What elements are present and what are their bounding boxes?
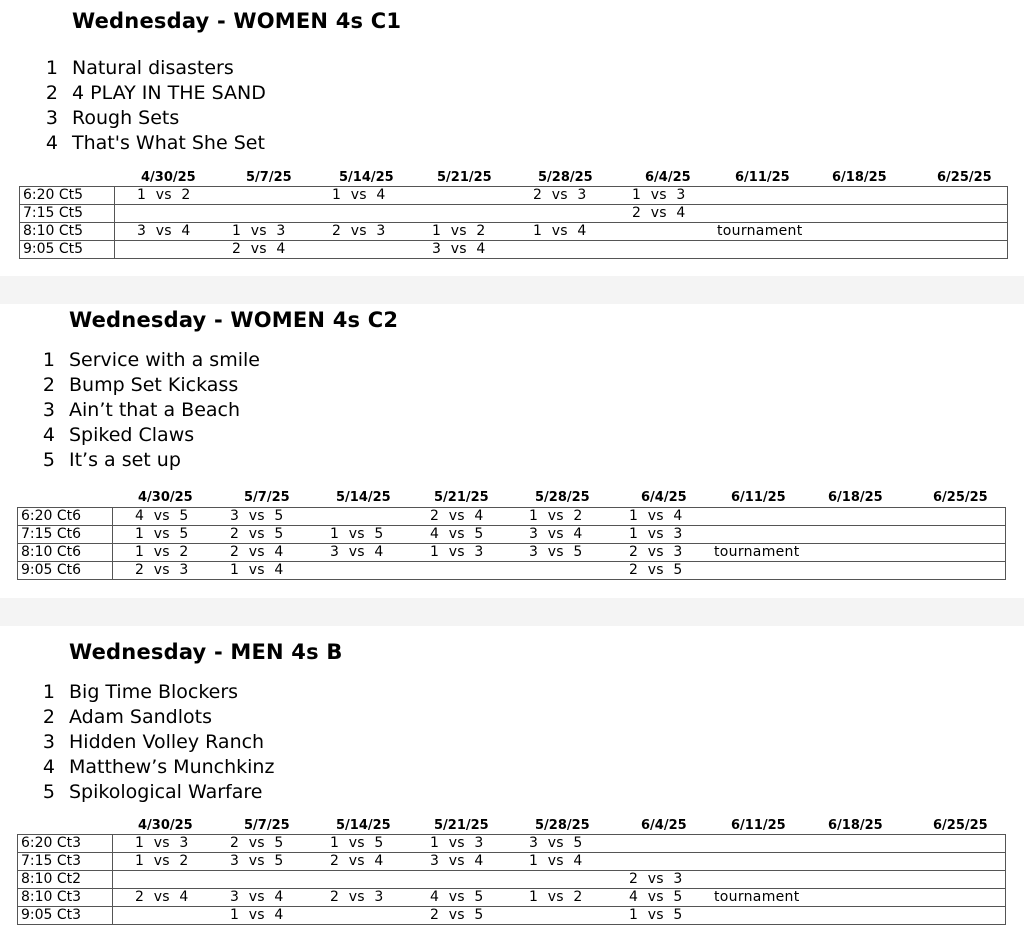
- matchup: 2 vs 4: [232, 241, 286, 257]
- matchup: 4 vs 5: [135, 508, 189, 524]
- table-row: [18, 907, 1006, 925]
- schedule-cells: [113, 544, 1006, 562]
- schedule-cells: [113, 853, 1006, 871]
- date-header: 5/28/25: [538, 170, 593, 185]
- matchup: 1 vs 3: [430, 544, 484, 560]
- team-name: Natural disasters: [72, 57, 234, 79]
- team-number: 2: [45, 82, 58, 104]
- matchup: 1 vs 4: [529, 853, 583, 869]
- table-row: [18, 562, 1006, 580]
- tournament-label: tournament: [714, 544, 800, 560]
- matchup: 1 vs 2: [137, 187, 191, 203]
- matchup: 1 vs 5: [330, 526, 384, 542]
- table-row: [18, 835, 1006, 853]
- matchup: 1 vs 2: [432, 223, 486, 239]
- matchup: 3 vs 5: [529, 835, 583, 851]
- team-name: That's What She Set: [72, 132, 265, 154]
- schedule-cells: [113, 871, 1006, 889]
- matchup: 1 vs 2: [135, 544, 189, 560]
- section-divider: [0, 598, 1024, 626]
- table-row: [18, 871, 1006, 889]
- date-header: 5/21/25: [437, 170, 492, 185]
- matchup: 2 vs 3: [629, 871, 683, 887]
- matchup: 3 vs 5: [529, 544, 583, 560]
- team-number: 4: [42, 756, 55, 778]
- team-number: 1: [45, 57, 58, 79]
- team-name: 4 PLAY IN THE SAND: [72, 82, 266, 104]
- date-header: 6/25/25: [933, 818, 988, 833]
- schedule-table: [19, 186, 1008, 259]
- date-header: 5/7/25: [244, 490, 290, 505]
- team-name: It’s a set up: [69, 449, 181, 471]
- team-name: Ain’t that a Beach: [69, 399, 241, 421]
- date-header: 5/14/25: [336, 818, 391, 833]
- date-header: 6/18/25: [828, 818, 883, 833]
- table-row: [20, 187, 1008, 205]
- team-name: Spiked Claws: [69, 424, 195, 446]
- team-number: 4: [45, 132, 58, 154]
- date-header: 6/11/25: [731, 818, 786, 833]
- team-name: Hidden Volley Ranch: [69, 731, 265, 753]
- time-slot: 7:15 Ct3: [18, 853, 113, 871]
- date-header-row: [0, 490, 1024, 508]
- team-name: Matthew’s Munchkinz: [69, 756, 275, 778]
- date-header: 6/18/25: [832, 170, 887, 185]
- matchup: 2 vs 3: [135, 562, 189, 578]
- matchup: 3 vs 4: [230, 889, 284, 905]
- table-row: [18, 508, 1006, 526]
- schedule-cells: [115, 187, 1008, 205]
- team-number: 3: [45, 107, 58, 129]
- schedule-cells: [113, 889, 1006, 907]
- team-name: Spikological Warfare: [69, 781, 263, 803]
- time-slot: 8:10 Ct5: [20, 223, 115, 241]
- matchup: 1 vs 4: [629, 508, 683, 524]
- matchup: 1 vs 4: [332, 187, 386, 203]
- matchup: 1 vs 5: [330, 835, 384, 851]
- date-header: 5/14/25: [336, 490, 391, 505]
- matchup: 2 vs 5: [230, 526, 284, 542]
- matchup: 3 vs 5: [230, 853, 284, 869]
- date-header: 5/28/25: [535, 490, 590, 505]
- date-header: 5/7/25: [244, 818, 290, 833]
- team-number: 1: [42, 349, 55, 371]
- date-header: 4/30/25: [138, 818, 193, 833]
- matchup: 2 vs 3: [332, 223, 386, 239]
- date-header: 6/4/25: [641, 818, 687, 833]
- date-header: 6/11/25: [735, 170, 790, 185]
- date-header: 5/21/25: [434, 818, 489, 833]
- time-slot: 9:05 Ct6: [18, 562, 113, 580]
- time-slot: 7:15 Ct5: [20, 205, 115, 223]
- date-header: 6/25/25: [937, 170, 992, 185]
- team-name: Big Time Blockers: [69, 681, 239, 703]
- table-row: [18, 526, 1006, 544]
- time-slot: 8:10 Ct3: [18, 889, 113, 907]
- date-header: 4/30/25: [138, 490, 193, 505]
- table-row: [18, 853, 1006, 871]
- matchup: 2 vs 4: [135, 889, 189, 905]
- matchup: 2 vs 5: [230, 835, 284, 851]
- team-name: Adam Sandlots: [69, 706, 212, 728]
- schedule-table: [17, 507, 1006, 580]
- team-number: 5: [42, 781, 55, 803]
- time-slot: 6:20 Ct6: [18, 508, 113, 526]
- time-slot: 8:10 Ct2: [18, 871, 113, 889]
- date-header: 5/21/25: [434, 490, 489, 505]
- tournament-label: tournament: [717, 223, 803, 239]
- date-header: 6/18/25: [828, 490, 883, 505]
- matchup: 4 vs 5: [629, 889, 683, 905]
- matchup: 2 vs 4: [330, 853, 384, 869]
- matchup: 1 vs 2: [529, 889, 583, 905]
- matchup: 3 vs 4: [137, 223, 191, 239]
- team-name: Rough Sets: [72, 107, 180, 129]
- schedule-cells: [115, 205, 1008, 223]
- league-title: Wednesday - WOMEN 4s C1: [72, 9, 402, 33]
- date-header: 5/7/25: [246, 170, 292, 185]
- tournament-label: tournament: [714, 889, 800, 905]
- schedule-cells: [113, 562, 1006, 580]
- time-slot: 9:05 Ct3: [18, 907, 113, 925]
- matchup: 4 vs 5: [430, 526, 484, 542]
- date-header: 6/25/25: [933, 490, 988, 505]
- league-title: Wednesday - MEN 4s B: [69, 640, 343, 664]
- matchup: 3 vs 4: [529, 526, 583, 542]
- matchup: 1 vs 5: [629, 907, 683, 923]
- matchup: 3 vs 4: [430, 853, 484, 869]
- matchup: 4 vs 5: [430, 889, 484, 905]
- team-number: 1: [42, 681, 55, 703]
- schedule-cells: [113, 508, 1006, 526]
- date-header: 5/28/25: [535, 818, 590, 833]
- matchup: 2 vs 4: [430, 508, 484, 524]
- time-slot: 9:05 Ct5: [20, 241, 115, 259]
- team-number: 4: [42, 424, 55, 446]
- matchup: 3 vs 5: [230, 508, 284, 524]
- section-divider: [0, 276, 1024, 304]
- matchup: 1 vs 2: [529, 508, 583, 524]
- schedule-cells: [113, 907, 1006, 925]
- table-row: [18, 544, 1006, 562]
- matchup: 3 vs 4: [432, 241, 486, 257]
- schedule-cells: [115, 241, 1008, 259]
- team-name: Bump Set Kickass: [69, 374, 239, 396]
- matchup: 1 vs 4: [533, 223, 587, 239]
- time-slot: 6:20 Ct3: [18, 835, 113, 853]
- schedule-cells: [113, 526, 1006, 544]
- date-header: 4/30/25: [141, 170, 196, 185]
- matchup: 1 vs 4: [230, 562, 284, 578]
- table-row: [18, 889, 1006, 907]
- table-row: [20, 205, 1008, 223]
- matchup: 1 vs 3: [232, 223, 286, 239]
- time-slot: 7:15 Ct6: [18, 526, 113, 544]
- matchup: 1 vs 3: [430, 835, 484, 851]
- matchup: 2 vs 5: [629, 562, 683, 578]
- matchup: 2 vs 3: [533, 187, 587, 203]
- matchup: 1 vs 5: [135, 526, 189, 542]
- time-slot: 8:10 Ct6: [18, 544, 113, 562]
- team-number: 2: [42, 374, 55, 396]
- team-name: Service with a smile: [69, 349, 260, 371]
- matchup: 2 vs 5: [430, 907, 484, 923]
- matchup: 1 vs 2: [135, 853, 189, 869]
- matchup: 2 vs 3: [629, 544, 683, 560]
- matchup: 2 vs 4: [632, 205, 686, 221]
- matchup: 2 vs 3: [330, 889, 384, 905]
- schedule-cells: [115, 223, 1008, 241]
- date-header: 6/11/25: [731, 490, 786, 505]
- matchup: 1 vs 4: [230, 907, 284, 923]
- table-row: [20, 223, 1008, 241]
- matchup: 3 vs 4: [330, 544, 384, 560]
- table-row: [20, 241, 1008, 259]
- date-header: 6/4/25: [645, 170, 691, 185]
- team-number: 2: [42, 706, 55, 728]
- date-header: 5/14/25: [339, 170, 394, 185]
- matchup: 1 vs 3: [632, 187, 686, 203]
- schedule-table: [17, 834, 1006, 925]
- league-title: Wednesday - WOMEN 4s C2: [69, 308, 399, 332]
- matchup: 1 vs 3: [629, 526, 683, 542]
- team-number: 3: [42, 399, 55, 421]
- matchup: 2 vs 4: [230, 544, 284, 560]
- schedule-cells: [113, 835, 1006, 853]
- time-slot: 6:20 Ct5: [20, 187, 115, 205]
- team-number: 5: [42, 449, 55, 471]
- date-header: 6/4/25: [641, 490, 687, 505]
- matchup: 1 vs 3: [135, 835, 189, 851]
- team-number: 3: [42, 731, 55, 753]
